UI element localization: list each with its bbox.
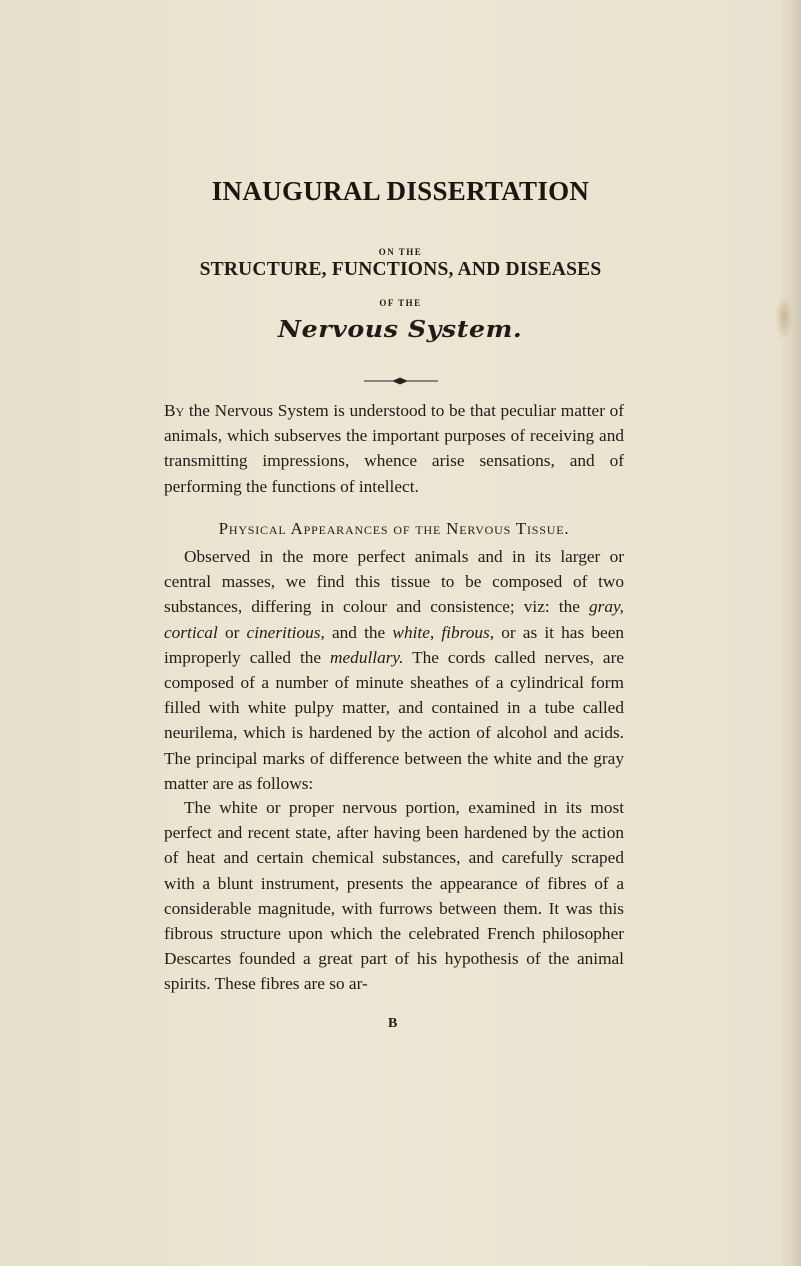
white-portion-text: The white or proper nervous portion, examined in its most perfect and recent state, after having been hardened by the action of heat and certain chemical substances, and carefully scraped with a blunt instrument, presents the appearance of fibres of a considerable magnitude, with furrows between them. It was this fibrous structure upon which the celebrated French philosopher Descartes founded a great part of his hypothesis of the animal spirits. These fibres are so ar- — [164, 798, 624, 994]
decorative-rule — [364, 376, 438, 386]
page-title: INAUGURAL DISSERTATION — [211, 176, 590, 206]
intro-text: the Nervous System is understood to be that peculiar matter of animals, which subserves the important purposes of receiving and transmitting impressions, whence arise sensations, and of performing the functions of intellect. — [164, 401, 624, 496]
intro-paragraph — [164, 398, 624, 499]
title-connector-on-the: ON THE — [378, 247, 423, 257]
signature-mark: B — [388, 1016, 398, 1031]
title-connector-of-the: OF THE — [379, 298, 422, 308]
subject-heading-text: Nervous System. — [278, 316, 523, 343]
observed-text-3: or — [217, 622, 247, 642]
term-cortical: cortical — [164, 622, 218, 642]
term-medullary: medullary. — [330, 647, 404, 667]
subject-heading — [0, 316, 801, 343]
white-portion-paragraph — [164, 795, 624, 997]
observed-paragraph — [164, 544, 624, 796]
intro-lead-word: By — [164, 401, 185, 420]
term-cineritious: cineritious, — [246, 622, 325, 642]
page-subtitle: STRUCTURE, FUNCTIONS, AND DISEASES — [199, 259, 602, 280]
term-gray: gray, — [588, 597, 624, 617]
term-white-fibrous: white, fibrous, — [392, 622, 495, 642]
section-heading: Physical Appearances of the Nervous Tissue. — [218, 519, 570, 538]
observed-text-6: The cords called nerves, are composed of a number of minute sheathes of a cylindrical form filled with white pulpy matter, and contained in a tube called neurilema, which is hardened by the action of alcohol and acids. The principal marks of difference between the white and the gray matter are as follows: — [164, 647, 625, 793]
observed-text-1: Observed in the more perfect animals and in its larger or central masses, we find this tissue to be composed of two substances, differing in colour and consistence; viz: the — [164, 547, 624, 617]
observed-text-5: or as it has been improperly called the — [164, 622, 625, 667]
observed-text-4: and the — [324, 622, 393, 642]
